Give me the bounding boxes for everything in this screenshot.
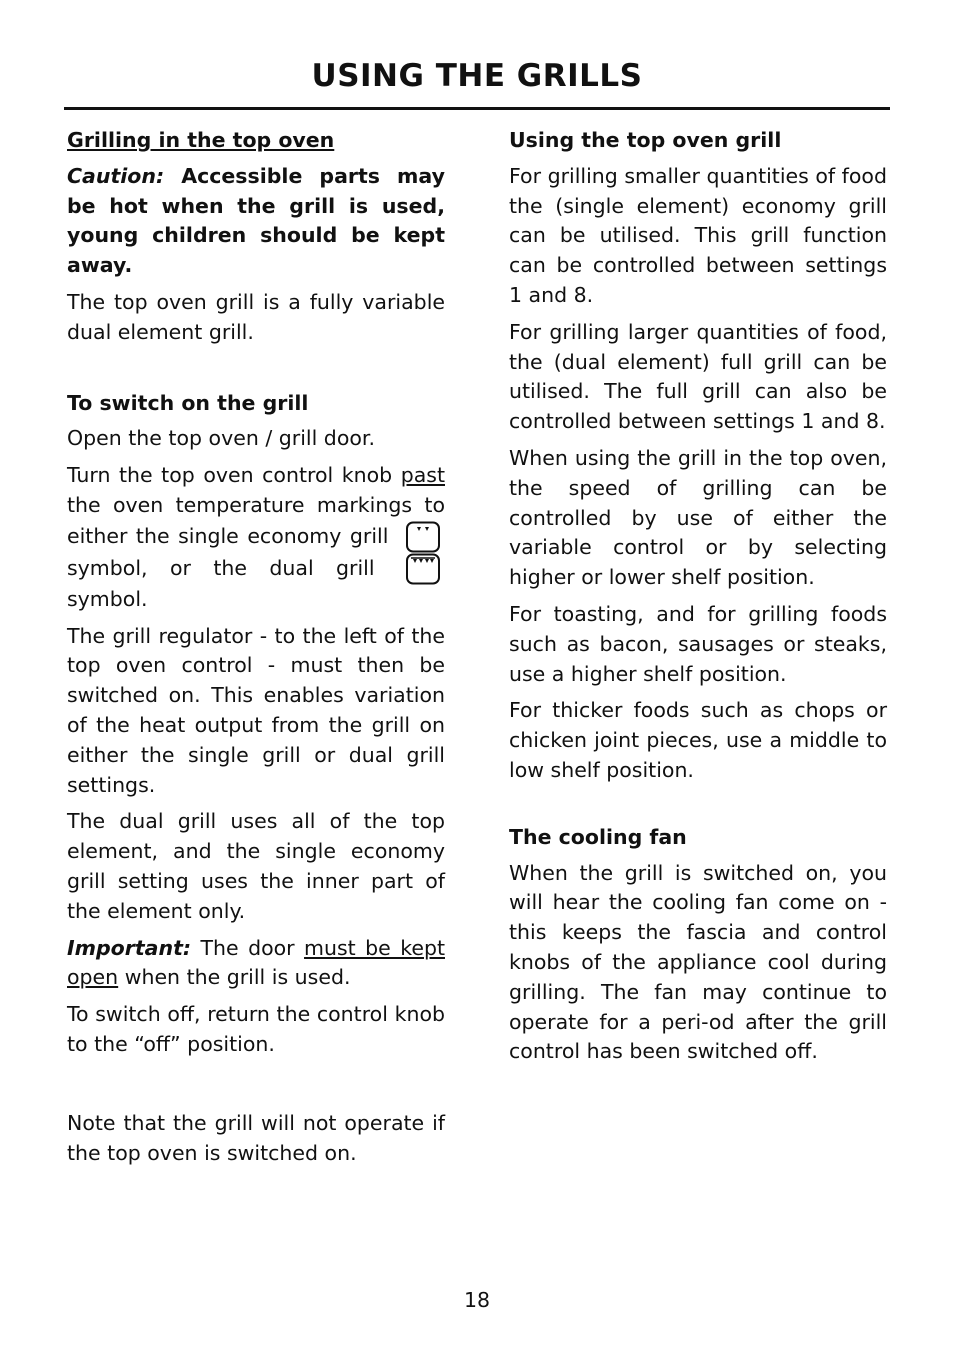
- switch-off-text: To switch off, return the control knob to the “off” position.: [67, 1002, 445, 1056]
- section-heading-switch-on: To switch on the grill: [67, 390, 309, 415]
- dual-grill-icon: [405, 553, 441, 585]
- toasting-text: For toasting, and for grilling foods such as bacon, sausages or steaks, use a higher shelf position.: [509, 601, 887, 686]
- note-text: Note that the grill will not operate if the top oven is switched on.: [67, 1110, 445, 1165]
- right-column: [509, 126, 887, 1074]
- grill-description: The top oven grill is a fully variable dual element grill.: [67, 289, 445, 344]
- important-label: Important:: [67, 935, 192, 960]
- dual-grill-text: The dual grill uses all of the top element, and the single economy grill setting uses the inner part of the element only.: [67, 809, 445, 923]
- single-grill-icon: [405, 521, 441, 553]
- turn-knob-paragraph: [67, 461, 445, 614]
- important-text-b: when the grill is used.: [118, 965, 351, 990]
- turn-knob-underlined: past: [400, 463, 445, 488]
- turn-knob-text-b: the oven temperature markings to either the single economy grill: [67, 492, 445, 548]
- grill-regulator-text: The grill regulator - to the left of the top oven control - must then be switched on. This enables variation of the heat output from the grill on either the single grill or dual grill settings.: [67, 623, 445, 797]
- important-paragraph: [67, 934, 445, 994]
- open-door-text: Open the top oven / grill door.: [67, 426, 375, 451]
- caution-label: Caution:: [67, 163, 165, 188]
- thicker-foods-text: For thicker foods such as chops or chicken joint pieces, use a middle to low shelf position.: [509, 698, 887, 782]
- important-text-a: The door: [191, 935, 305, 960]
- full-grill-text: For grilling larger quantities of food, the (dual element) full grill can be utilised. The full grill can also be controlled between settings 1 and 8.: [509, 319, 887, 434]
- section-heading-cooling-fan: The cooling fan: [509, 824, 687, 849]
- grilling-speed-text: When using the grill in the top oven, the speed of grilling can be controlled by use of either the variable control or by selecting higher or lower shelf position.: [509, 445, 887, 590]
- page-number: 18: [463, 1288, 491, 1312]
- turn-knob-text-c: symbol, or the dual grill: [67, 555, 375, 580]
- title-divider: [64, 107, 890, 110]
- section-heading-using-top-oven-grill: Using the top oven grill: [509, 128, 782, 152]
- economy-grill-text: For grilling smaller quantities of food the (single element) economy grill can be utilised. This grill function can be controlled between settings 1 and 8.: [509, 163, 887, 307]
- caution-paragraph: [67, 162, 445, 281]
- cooling-fan-text: When the grill is switched on, you will hear the cooling fan come on - this keeps the fascia and control knobs of the appliance cool during grilling. The fan may continue to operate for a peri-od after the grill control has been switched off.: [509, 860, 887, 1064]
- caution-text: Accessible parts may be hot when the grill is used, young children should be kept away.: [67, 163, 445, 278]
- page-title: USING THE GRILLS: [311, 58, 643, 94]
- important-underlined: must be kept open: [67, 935, 445, 990]
- left-column: [67, 126, 445, 1175]
- section-heading-grilling-top-oven: Grilling in the top oven: [67, 128, 335, 152]
- turn-knob-text-d: symbol.: [67, 586, 148, 611]
- turn-knob-text-a: Turn the top oven control knob: [67, 463, 401, 488]
